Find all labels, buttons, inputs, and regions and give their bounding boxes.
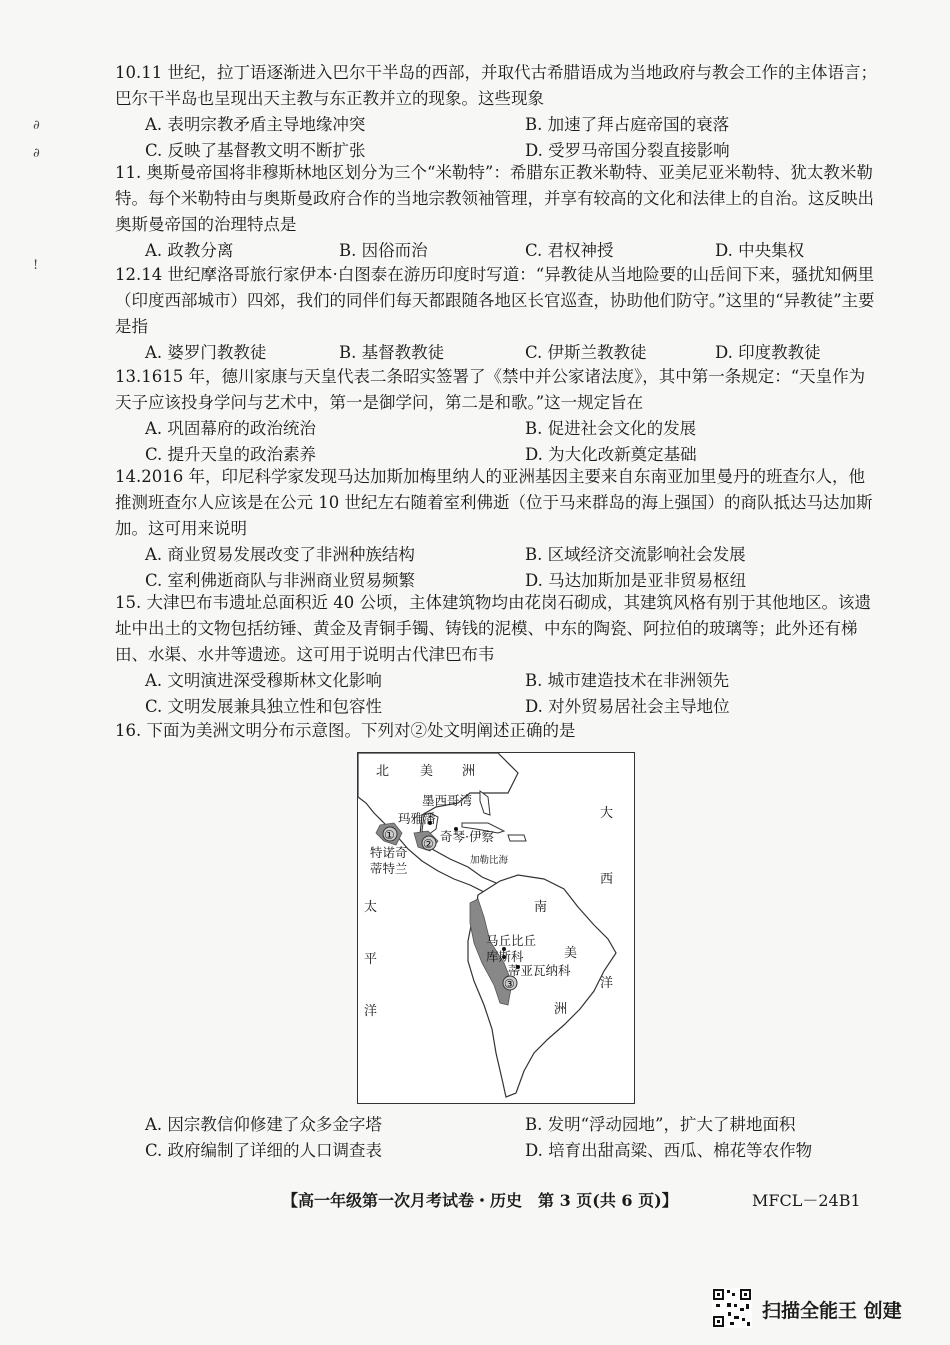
label-machu-picchu: 马丘比丘 [486, 933, 537, 948]
question-stem: 13.1615 年，德川家康与天皇代表二条昭实签署了《禁中并公家诸法度》，其中第一条规定：“天皇作为天子应该投身学问与艺术中，第一是御学问，第二是和歌。”这一规定旨在 [115, 367, 866, 412]
option-c: C. 提升天皇的政治素养 [145, 445, 317, 464]
label-caribbean: 加勒比海 [470, 855, 509, 866]
question-11 [115, 160, 880, 264]
label-pacific-1: 太 [364, 900, 378, 915]
option-b: B. 城市建造技术在非洲领先 [525, 671, 730, 690]
map-svg [358, 753, 634, 1103]
label-marker-1: ① [384, 828, 395, 842]
label-atlantic-3: 洋 [600, 976, 614, 991]
question-stem: 16. 下面为美洲文明分布示意图。下列对②处文明阐述正确的是 [115, 721, 576, 740]
option-a: A. 表明宗教矛盾主导地缘冲突 [145, 115, 366, 134]
scanner-text: 扫描全能王 创建 [762, 1300, 902, 1322]
option-b: B. 因俗而治 [339, 241, 428, 260]
footer-code: MFCL－24B1 [752, 1191, 861, 1210]
question-stem: 10.11 世纪，拉丁语逐渐进入巴尔干半岛的西部，并取代古希腊语成为当地政府与教会工作的主体语言；巴尔干半岛也呈现出天主教与东正教并立的现象。这些现象 [115, 63, 877, 108]
question-stem: 11. 奥斯曼帝国将非穆斯林地区划分为三个“米勒特”：希腊东正教米勒特、亚美尼亚米勒特、犹太教米勒特。每个米勒特由与奥斯曼政府合作的当地宗教领袖管理，并享有较高的文化和法律上的自治。这反映出奥斯曼帝国的治理特点是 [115, 163, 874, 234]
option-d: D. 中央集权 [715, 241, 805, 260]
question-15 [115, 590, 880, 720]
question-12 [115, 262, 880, 366]
label-pacific-3: 洋 [364, 1004, 378, 1019]
hispaniola-island [508, 835, 526, 841]
margin-mark: ∂ [33, 118, 40, 133]
label-north-america-2: 美 [420, 764, 434, 779]
label-teo-1: 特诺奇 [370, 845, 408, 860]
label-north-america-1: 北 [376, 764, 390, 779]
label-south-america-1: 南 [534, 900, 548, 915]
label-chichen-itza: 奇琴·伊察 [440, 829, 494, 844]
qr-code-icon [712, 1288, 752, 1328]
option-d: D. 为大化改新奠定基础 [525, 445, 697, 464]
option-c: C. 反映了基督教文明不断扩张 [145, 141, 366, 160]
question-16-options [115, 1112, 880, 1164]
option-a: A. 商业贸易发展改变了非洲种族结构 [145, 545, 415, 564]
america-civilization-map [357, 752, 635, 1104]
option-d: D. 马达加斯加是亚非贸易枢纽 [525, 571, 747, 590]
label-gulf-mexico: 墨西哥湾 [422, 793, 473, 808]
label-pacific-2: 平 [364, 952, 378, 967]
label-teo-2: 蒂特兰 [370, 861, 408, 876]
option-d: D. 受罗马帝国分裂直接影响 [525, 141, 730, 160]
option-b: B. 基督教教徒 [339, 343, 445, 362]
option-a: A. 因宗教信仰修建了众多金字塔 [145, 1115, 382, 1134]
option-b: B. 发明“浮动园地”，扩大了耕地面积 [525, 1115, 796, 1134]
page-footer [282, 1188, 882, 1211]
florida-land [480, 791, 490, 815]
option-b: B. 加速了拜占庭帝国的衰落 [525, 115, 730, 134]
footer-title: 【高一年级第一次月考试卷・历史 第 3 页(共 6 页)】 [282, 1191, 678, 1210]
margin-mark: ! [33, 258, 39, 273]
option-d: D. 印度教教徒 [715, 343, 821, 362]
option-a: A. 婆罗门教教徒 [145, 343, 267, 362]
question-10 [115, 60, 880, 164]
question-14 [115, 464, 880, 594]
label-marker-2: ② [423, 837, 434, 851]
option-c: C. 君权神授 [525, 241, 614, 260]
question-stem: 15. 大津巴布韦遗址总面积近 40 公顷，主体建筑物均由花岗石砌成，其建筑风格有别于其他地区。该遗址中出土的文物包括纺锤、黄金及青铜手镯、铸钱的泥模、中东的陶瓷、阿拉伯的玻璃等；此外还有梯田、水渠、水井等遗迹。这可用于说明古代津巴布韦 [115, 593, 871, 664]
label-mayapan: 玛雅潘 [398, 811, 436, 826]
option-c: C. 室利佛逝商队与非洲商业贸易频繁 [145, 571, 416, 590]
option-d: D. 培育出甜高粱、西瓜、棉花等农作物 [525, 1141, 813, 1160]
label-cusco: 库斯科 [486, 949, 524, 964]
label-south-america-3: 洲 [554, 1002, 568, 1017]
option-c: C. 政府编制了详细的人口调查表 [145, 1141, 383, 1160]
question-13 [115, 364, 880, 468]
option-a: A. 文明演进深受穆斯林文化影响 [145, 671, 382, 690]
question-stem: 12.14 世纪摩洛哥旅行家伊本·白图泰在游历印度时写道：“异教徒从当地险要的山岳间下来，骚扰知俩里（印度西部城市）四郊，我们的同伴们每天都跟随各地区长官巡查，协助他们防守。”这里的“异教徒”主要是指 [115, 265, 875, 336]
option-a: A. 政教分离 [145, 241, 234, 260]
label-atlantic-2: 西 [600, 872, 614, 887]
option-c: C. 伊斯兰教教徒 [525, 343, 647, 362]
label-tiwanaku: 蒂亚瓦纳科 [508, 963, 571, 978]
label-north-america-3: 洲 [462, 764, 476, 779]
option-d: D. 对外贸易居社会主导地位 [525, 697, 730, 716]
option-b: B. 促进社会文化的发展 [525, 419, 697, 438]
label-marker-3: ③ [504, 977, 515, 991]
label-south-america-2: 美 [564, 946, 578, 961]
option-b: B. 区域经济交流影响社会发展 [525, 545, 746, 564]
label-atlantic-1: 大 [600, 806, 614, 821]
question-16 [115, 718, 880, 744]
option-c: C. 文明发展兼具独立性和包容性 [145, 697, 383, 716]
margin-mark: ∂ [33, 146, 40, 161]
option-a: A. 巩固幕府的政治统治 [145, 419, 316, 438]
scanner-watermark [712, 1288, 912, 1328]
question-stem: 14.2016 年，印尼科学家发现马达加斯加梅里纳人的亚洲基因主要来自东南亚加里曼丹的班查尔人，他推测班查尔人应该是在公元 10 世纪左右随着室利佛逝（位于马来群岛的海上强国）的商队抵达马达加斯加。这可用来说明 [115, 467, 873, 538]
